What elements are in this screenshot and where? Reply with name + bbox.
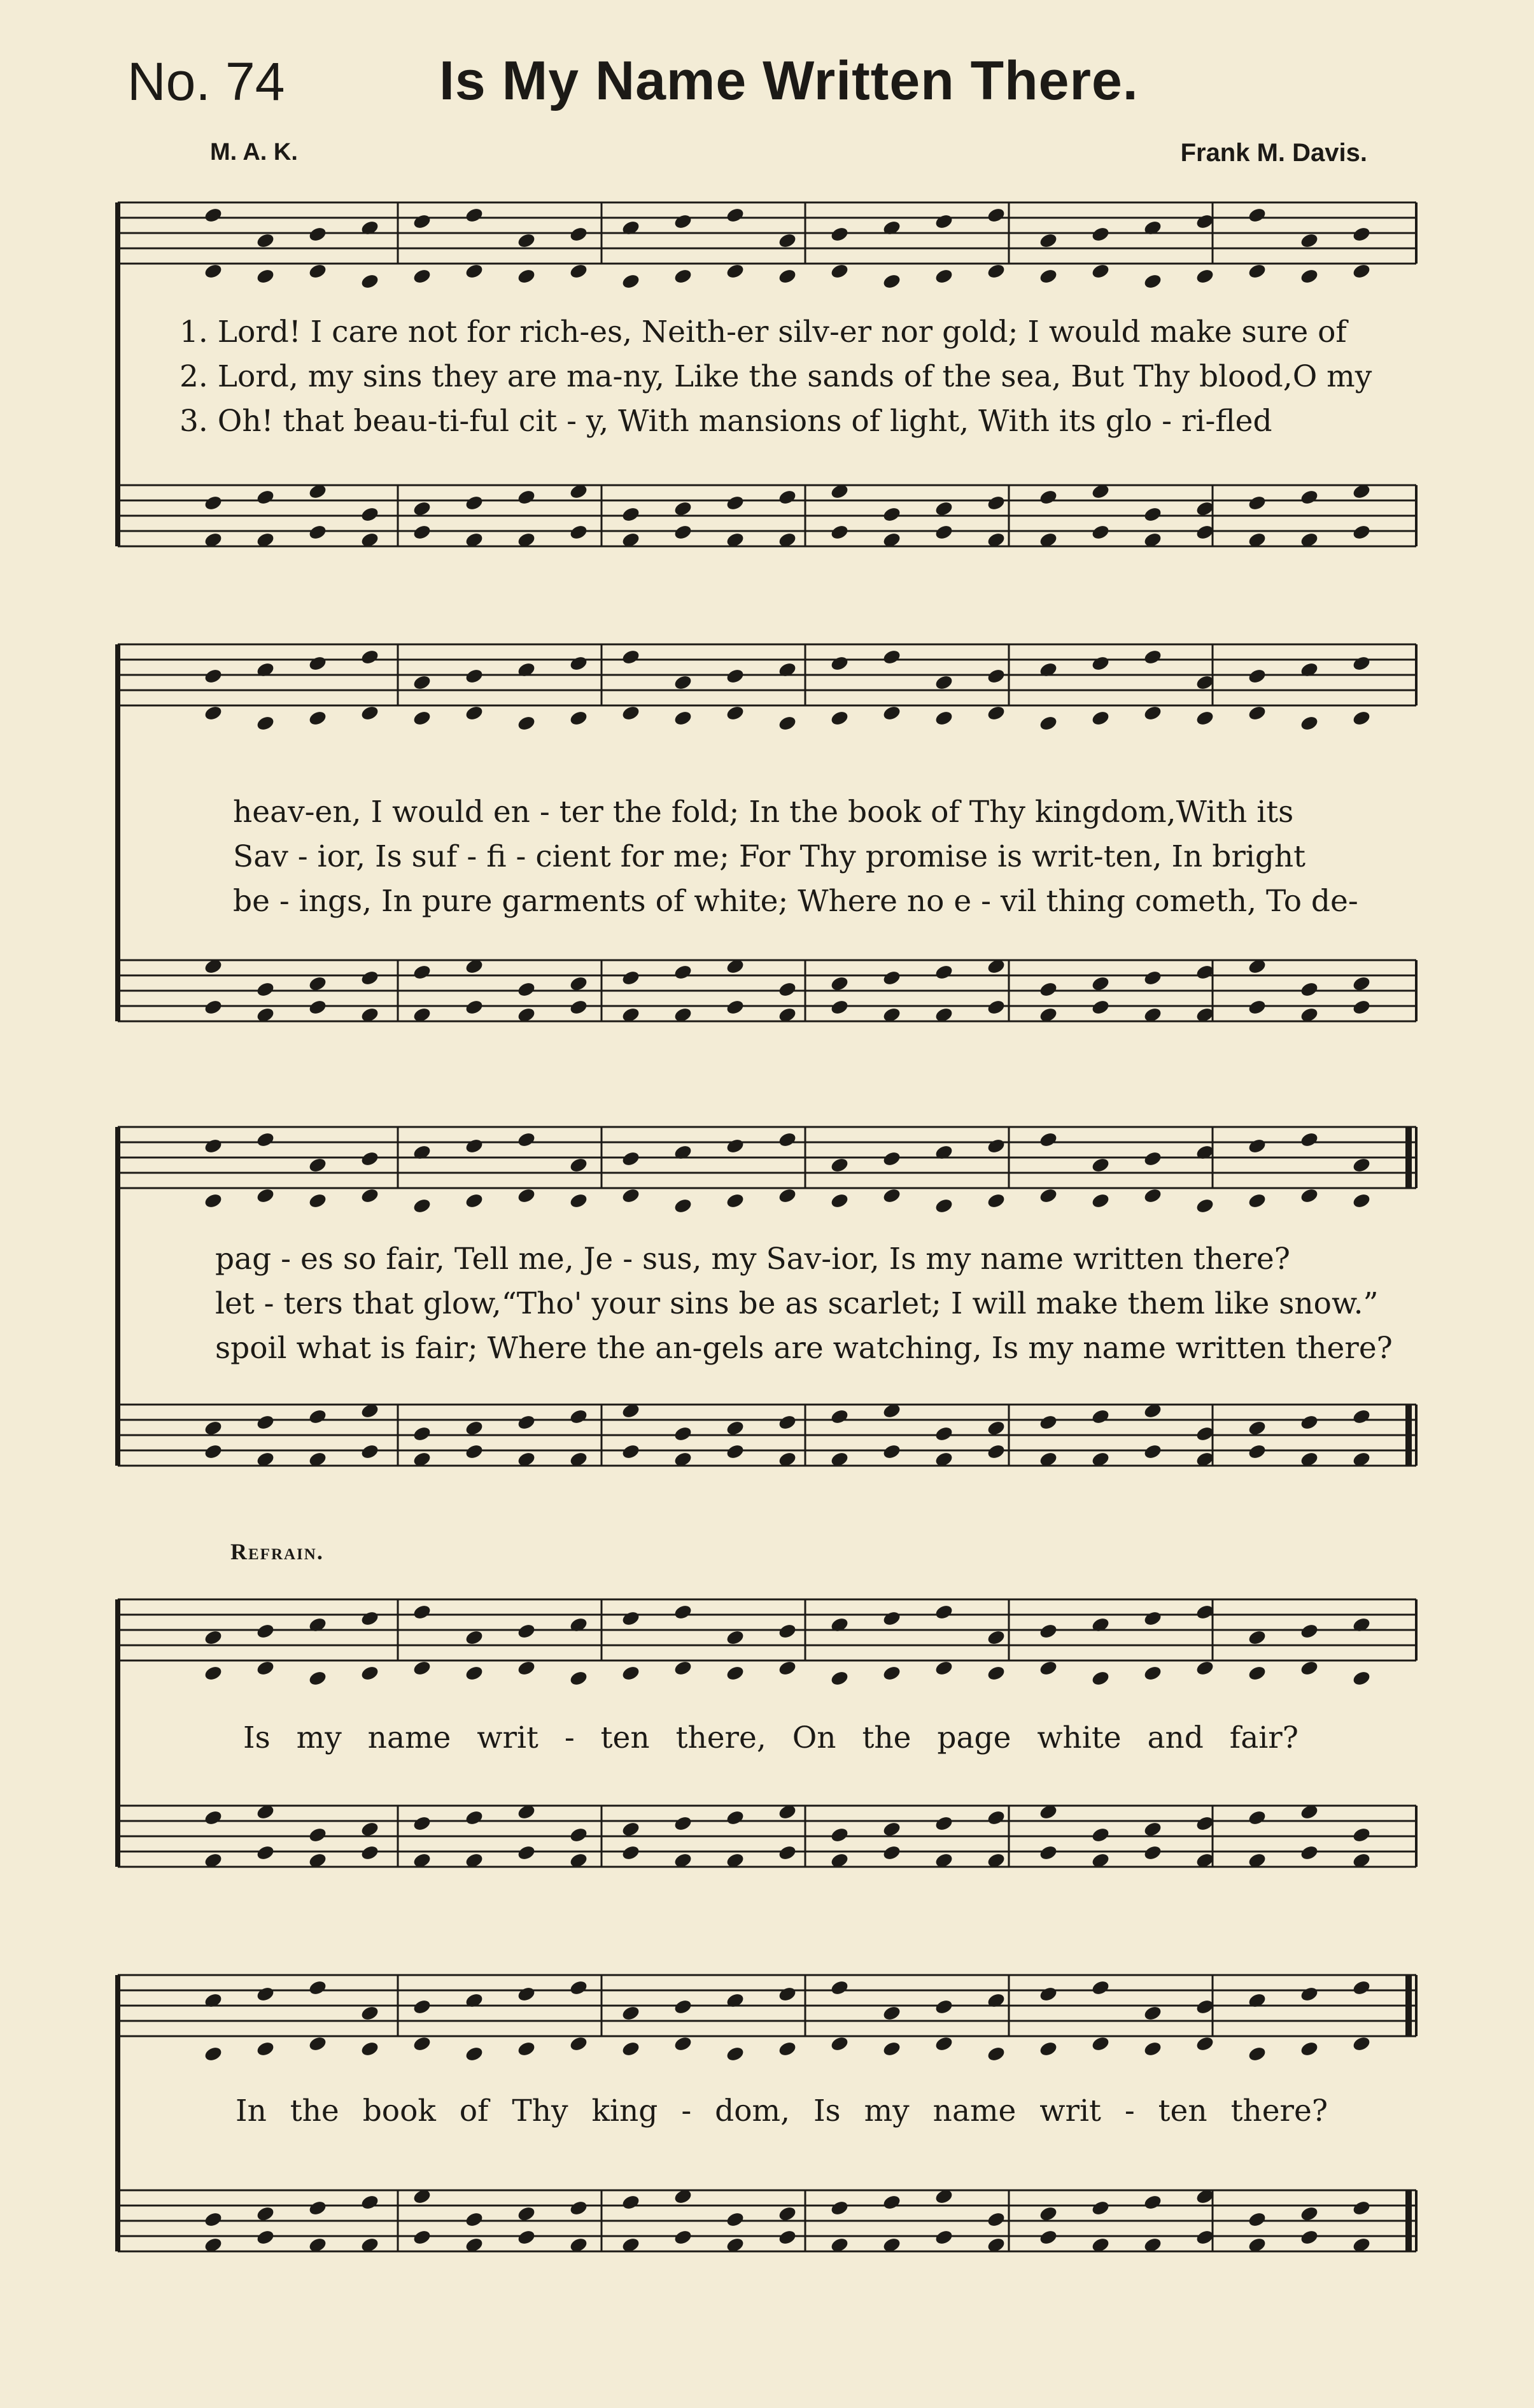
lyric-line: In the book of Thy king - dom, Is my name writ - ten there?: [236, 2093, 1328, 2128]
lyric-line: Sav - ior, Is suf - fi - cient for me; For Thy promise is writ-ten, In bright: [233, 839, 1306, 874]
lyric-line: pag - es so fair, Tell me, Je - sus, my Sav-ior, Is my name written there?: [215, 1242, 1290, 1277]
lyric-line: 2. Lord, my sins they are ma-ny, Like the sands of the sea, But Thy blood,O my: [179, 359, 1372, 394]
lyric-line: heav-en, I would en - ter the fold; In the book of Thy kingdom,With its: [233, 795, 1294, 830]
staff-lines: [118, 202, 1416, 2251]
composer-credit: Frank M. Davis.: [1180, 139, 1367, 167]
lyric-line: be - ings, In pure garments of white; Where no e - vil thing cometh, To de-: [233, 884, 1358, 919]
refrain-label: Refrain.: [230, 1539, 324, 1564]
lyric-line: 3. Oh! that beau-ti-ful cit - y, With mansions of light, With its glo - ri-fled: [179, 404, 1272, 439]
lyric-line: spoil what is fair; Where the an-gels are watching, Is my name written there?: [215, 1331, 1393, 1366]
lyric-line: let - ters that glow,“Tho' your sins be as scarlet; I will make them like snow.”: [215, 1286, 1379, 1321]
hymn-title: Is My Name Written There.: [439, 50, 1139, 111]
lyric-line: 1. Lord! I care not for rich-es, Neith-er silv-er nor gold; I would make sure of: [179, 315, 1347, 350]
lyric-line: Is my name writ - ten there, On the page white and fair?: [243, 1720, 1298, 1755]
poet-credit: M. A. K.: [210, 139, 298, 166]
note-heads: [203, 206, 1371, 2253]
hymn-number: No. 74: [127, 52, 285, 111]
